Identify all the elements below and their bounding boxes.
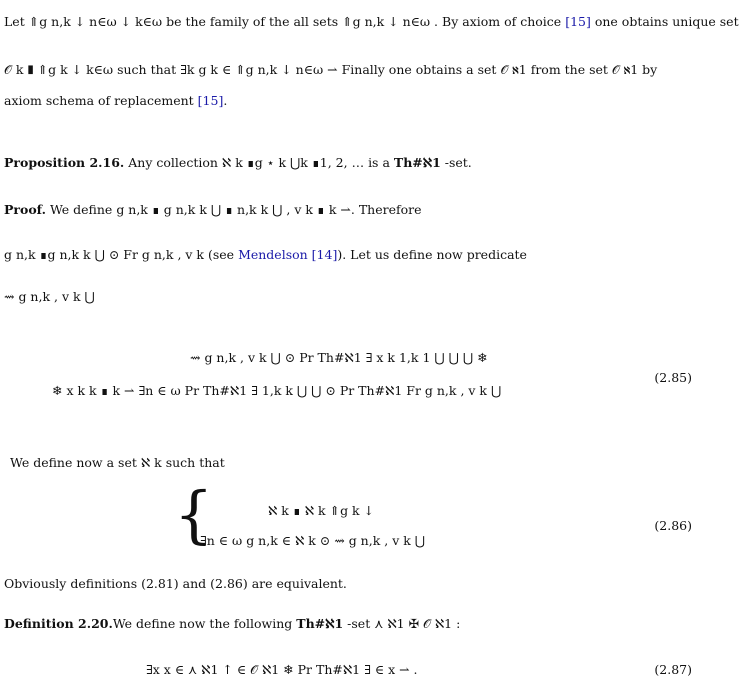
citation-mendelson[interactable]: Mendelson [14] bbox=[238, 247, 338, 262]
math-define-g: g n,k ∎ g n,k k ⋃ ∎ n,k k ⋃ , v k ∎ k ⇀. bbox=[116, 202, 355, 217]
math-sets: ⇑g n,k ↓ n∈ω . bbox=[342, 14, 439, 29]
proposition-2-16: Proposition 2.16. Any collection ℵ k ∎g ⋆ k ⋃k ∎1, 2, … is a Th#ℵ1 -set. bbox=[4, 155, 472, 170]
proof-line: Proof. We define g n,k ∎ g n,k k ⋃ ∎ n,k k ⋃ , v k ∎ k ⇀. Therefore bbox=[4, 202, 422, 217]
definition-2-20: Definition 2.20.We define now the following Th#ℵ1 -set ⋏ ℵ1 ✠ 𝒪 ℵ1 : bbox=[4, 616, 461, 631]
math-th-aleph1: Th#ℵ1 bbox=[393, 155, 441, 170]
math-such-that: ∃k g k ∈ ⇑g n,k ↓ n∈ω ⇀ bbox=[180, 62, 338, 77]
eq86-line2: ∃n ∈ ω g n,k ∈ ℵ k ⊙ ⇝ g n,k , v k ⋃ bbox=[200, 533, 426, 548]
proof-label: Proof. bbox=[4, 202, 46, 217]
equation-number-2-87: (2.87) bbox=[654, 662, 692, 677]
math-o-aleph1-b: 𝒪 ℵ1 bbox=[611, 62, 639, 77]
math-predicate: ⇝ g n,k , v k ⋃ bbox=[4, 289, 95, 304]
para1-line1: Let ⇑g n,k ↓ n∈ω ↓ k∈ω be the family of the all sets ⇑g n,k ↓ n∈ω . By axiom of choice [15] one obtains unique set bbox=[4, 14, 739, 29]
proposition-label: Proposition 2.16. bbox=[4, 155, 125, 170]
math-collection: ℵ k ∎g ⋆ k ⋃k ∎1, 2, … bbox=[221, 155, 365, 170]
equation-number-2-86: (2.86) bbox=[654, 518, 692, 533]
definition-label: Definition 2.20. bbox=[4, 616, 113, 631]
eq85-line1: ⇝ g n,k , v k ⋃ ⊙ Pr Th#ℵ1 ∃ x k 1,k 1 ⋃ ⋃ ⋃ ❄ bbox=[190, 350, 488, 365]
set-definition-line: We define now a set ℵ k such that bbox=[10, 455, 225, 470]
predicate-line bbox=[4, 289, 95, 304]
para1-line3: axiom schema of replacement [15]. bbox=[4, 93, 228, 108]
math-o-aleph1: 𝒪 ℵ1 bbox=[500, 62, 527, 77]
obviously-line: Obviously definitions (2.81) and (2.86) are equivalent. bbox=[4, 576, 347, 591]
math-family-sets: ⇑g n,k ↓ n∈ω ↓ k∈ω bbox=[28, 14, 163, 29]
citation-15[interactable]: [15] bbox=[565, 14, 591, 29]
eq85-line2: ❄ x k k ∎ k ⇀ ∃n ∈ ω Pr Th#ℵ1 ∃ 1,k k ⋃ ⋃ ⊙ Pr Th#ℵ1 Fr g n,k , v k ⋃ bbox=[52, 383, 502, 398]
math-unique-set: 𝒪 k ∎ ⇑g k ↓ k∈ω bbox=[4, 62, 114, 77]
equation-number-2-85: (2.85) bbox=[654, 370, 692, 385]
eq87-line: ∃x x ∈ ⋏ ℵ1 ↑ ∈ 𝒪 ℵ1 ❄ Pr Th#ℵ1 ∃ ∈ x ⇀ . bbox=[146, 662, 418, 677]
left-brace: { bbox=[174, 478, 214, 551]
para1-line2: 𝒪 k ∎ ⇑g k ↓ k∈ω such that ∃k g k ∈ ⇑g n,k ↓ n∈ω ⇀ Finally one obtains a set 𝒪 ℵ1 from the set 𝒪 ℵ1 by bbox=[4, 62, 658, 77]
citation-15-b[interactable]: [15] bbox=[197, 93, 224, 108]
eq86-line1: ℵ k ∎ ℵ k ⇑g k ↓ bbox=[268, 503, 375, 518]
math-g-fr: g n,k ∎g n,k k ⋃ ⊙ Fr g n,k , v k bbox=[4, 247, 204, 262]
math-th-aleph1-def: Th#ℵ1 bbox=[296, 616, 344, 631]
math-wedge-set: ⋏ ℵ1 ✠ 𝒪 ℵ1 bbox=[374, 616, 453, 631]
math-aleph-k: ℵ k bbox=[140, 455, 162, 470]
g-definition-line: g n,k ∎g n,k k ⋃ ⊙ Fr g n,k , v k (see Mendelson [14]). Let us define now predicate bbox=[4, 247, 527, 262]
